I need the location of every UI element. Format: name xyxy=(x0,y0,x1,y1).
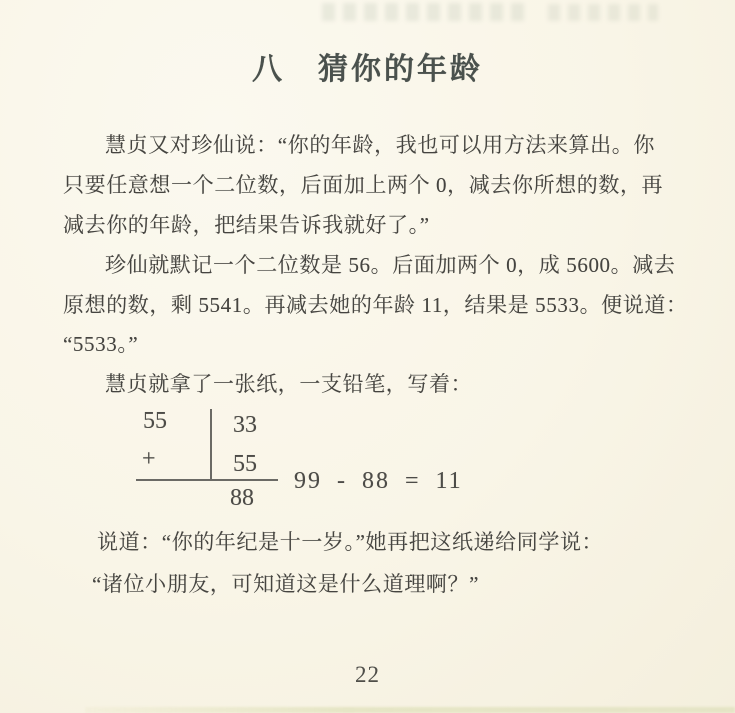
subtraction-equation: 99 - 88 = 11 xyxy=(294,468,463,494)
paragraph-line: 原想的数，剩 5541。再减去她的年龄 11，结果是 5533。便说道： xyxy=(63,293,688,317)
bleed-through-bottom xyxy=(85,707,735,713)
worked-addition-diagram xyxy=(63,405,673,515)
sum-result: 88 xyxy=(230,485,254,511)
bleed-through-top xyxy=(322,3,532,21)
paragraph-line: “5533。” xyxy=(63,332,139,356)
vertical-rule xyxy=(210,409,212,481)
page-number: 22 xyxy=(355,662,380,687)
paragraph-line: 只要任意想一个二位数，后面加上两个 0，减去你所想的数，再 xyxy=(63,173,664,197)
horizontal-rule xyxy=(136,479,278,481)
paragraph-line: “诸位小朋友，可知道这是什么道理啊？” xyxy=(92,572,480,596)
chapter-title: 八 猜你的年龄 xyxy=(252,53,483,86)
addend-right-bottom: 55 xyxy=(233,451,257,477)
paragraph-line: 说道：“你的年纪是十一岁。”她再把这纸递给同学说： xyxy=(97,530,604,554)
addend-left: 55 xyxy=(143,408,167,434)
addend-right-top: 33 xyxy=(233,412,257,438)
plus-sign: + xyxy=(142,446,156,472)
paragraph-line: 减去你的年龄，把结果告诉我就好了。” xyxy=(63,213,430,237)
paragraph-line: 慧贞又对珍仙说：“你的年龄，我也可以用方法来算出。你 xyxy=(105,133,655,157)
paragraph-line: 慧贞就拿了一张纸，一支铅笔，写着： xyxy=(105,372,473,396)
bleed-through-top xyxy=(548,4,658,21)
paragraph-line: 珍仙就默记一个二位数是 56。后面加两个 0，成 5600。减去 xyxy=(105,253,676,277)
